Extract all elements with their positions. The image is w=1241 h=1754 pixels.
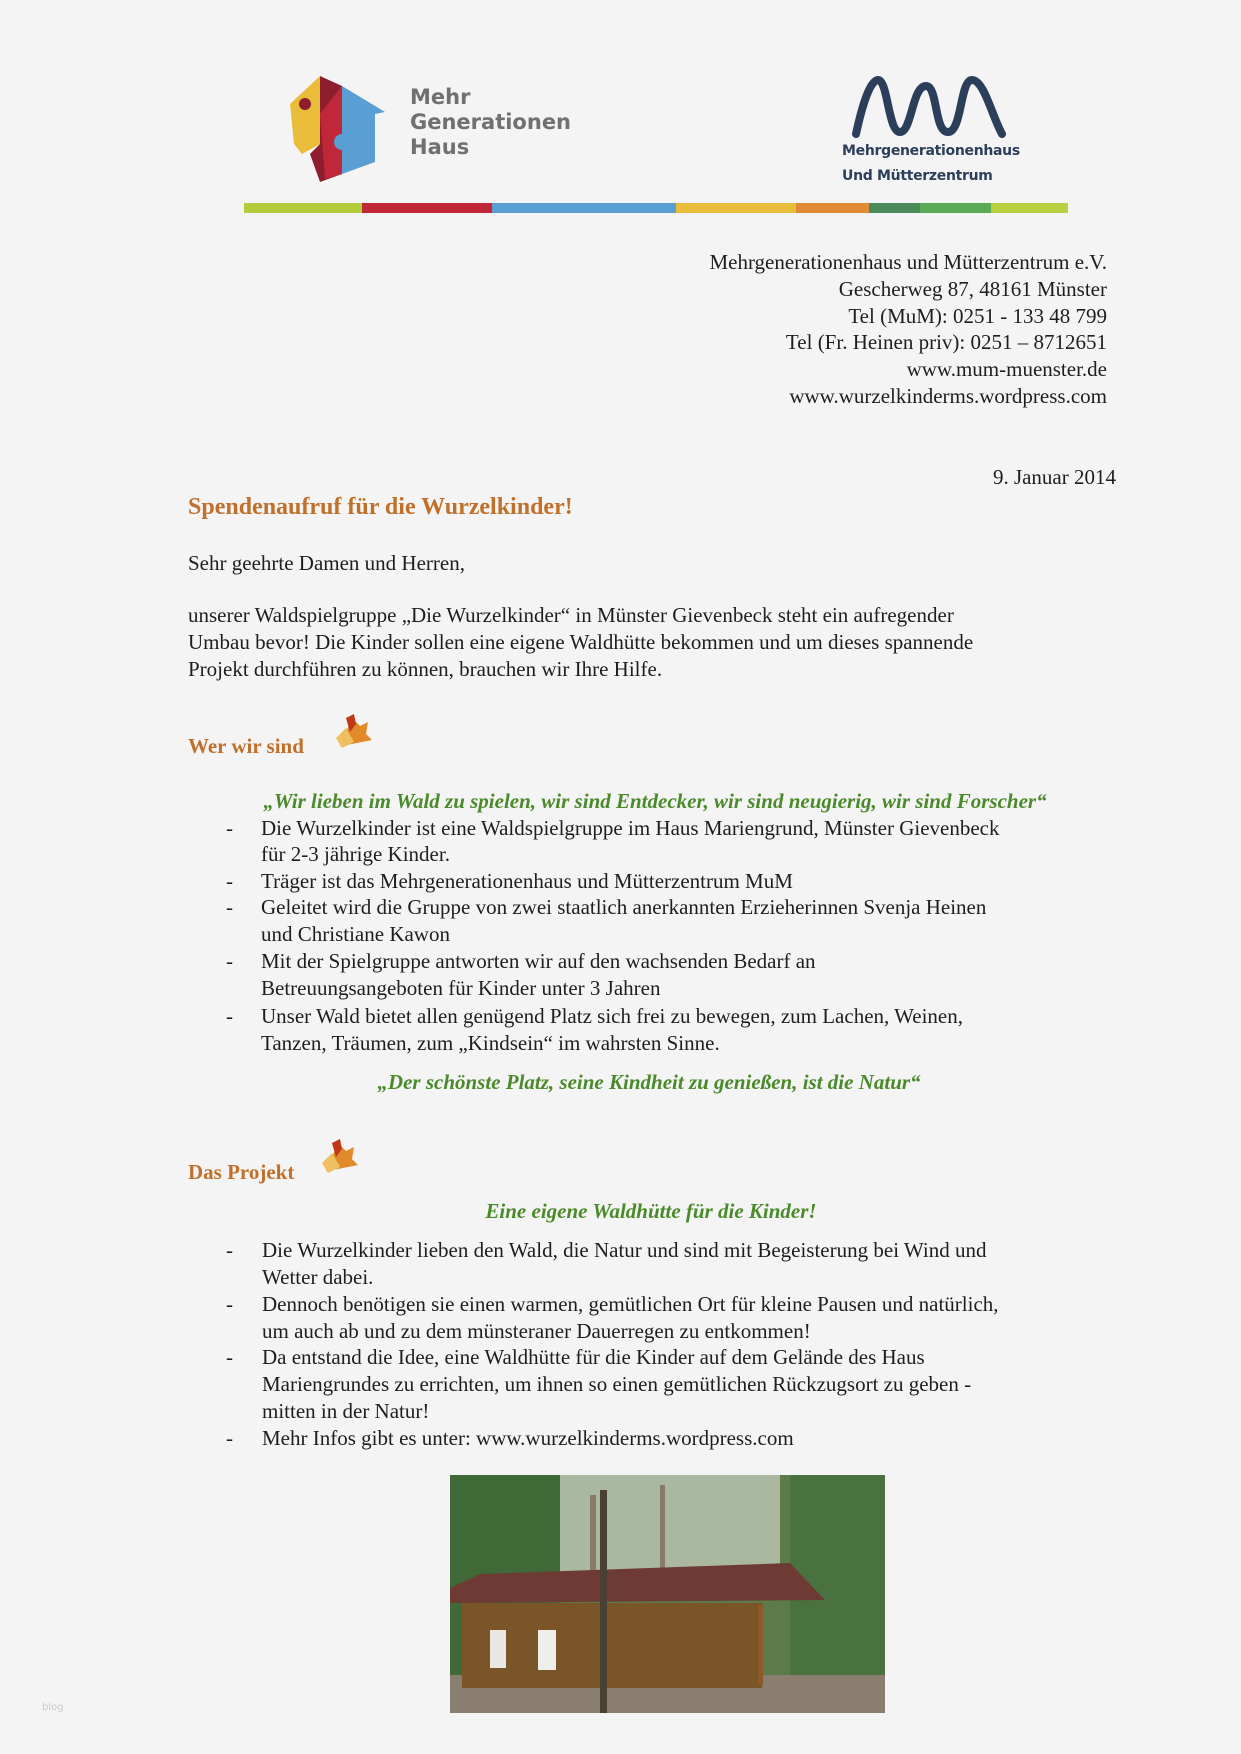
forest-hut-photo <box>450 1475 885 1713</box>
stripe-segment <box>869 203 920 213</box>
house-puzzle-icon <box>280 74 390 182</box>
stripe-segment <box>244 203 362 213</box>
watermark: blog <box>42 1702 64 1713</box>
list-item: für 2-3 jährige Kinder. <box>261 842 450 866</box>
bullet: - <box>226 1292 233 1316</box>
stripe-segment <box>676 203 796 213</box>
address-line: Tel (Fr. Heinen priv): 0251 – 8712651 <box>785 330 1107 354</box>
list-item: um auch ab und zu dem münsteraner Dauerregen zu entkommen! <box>262 1319 811 1343</box>
bullet: - <box>226 895 233 919</box>
mum-logo-line: Und Mütterzentrum <box>842 168 993 184</box>
address-line: Gescherweg 87, 48161 Münster <box>838 277 1107 301</box>
list-item: und Christiane Kawon <box>261 922 450 946</box>
list-item: Dennoch benötigen sie einen warmen, gemütlichen Ort für kleine Pausen und natürlich, <box>262 1292 999 1316</box>
intro-line: Projekt durchführen zu können, brauchen wir Ihre Hilfe. <box>188 657 663 681</box>
mgh-logo <box>280 74 390 182</box>
mum-logo-text <box>842 139 1020 189</box>
stripe-segment <box>362 203 492 213</box>
stripe-segment <box>991 203 1068 213</box>
mgh-logo-line: Generationen <box>410 110 572 134</box>
list-item: Unser Wald bietet allen genügend Platz sich frei zu bewegen, zum Lachen, Weinen, <box>261 1004 964 1028</box>
website-link[interactable]: www.wurzelkinderms.wordpress.com <box>789 384 1107 408</box>
stripe-segment <box>796 203 869 213</box>
bullet: - <box>226 1345 233 1369</box>
website-link[interactable]: www.mum-muenster.de <box>906 357 1107 381</box>
section-heading-das-projekt: Das Projekt <box>188 1160 295 1184</box>
mum-logo-line: Mehrgenerationenhaus <box>842 143 1020 159</box>
list-item: Betreuungsangeboten für Kinder unter 3 Jahren <box>261 976 661 1000</box>
intro-line: unserer Waldspielgruppe „Die Wurzelkinder“ in Münster Gievenbeck steht ein aufregender <box>188 603 954 627</box>
bullet: - <box>226 1238 233 1262</box>
bullet: - <box>226 869 233 893</box>
list-item: Träger ist das Mehrgenerationenhaus und Mütterzentrum MuM <box>261 869 793 893</box>
list-item: Mit der Spielgruppe antworten wir auf den wachsenden Bedarf an <box>261 949 816 973</box>
mum-logo <box>852 76 1008 143</box>
autumn-leaf-icon <box>332 712 374 750</box>
address-line: Mehrgenerationenhaus und Mütterzentrum e.V. <box>709 250 1107 274</box>
mgh-logo-line: Haus <box>410 135 470 159</box>
stripe-segment <box>492 203 676 213</box>
list-item: Mariengrundes zu errichten, um ihnen so einen gemütlichen Rückzugsort zu geben - <box>262 1372 972 1396</box>
bullet: - <box>226 1426 233 1450</box>
mgh-logo-line: Mehr <box>410 85 471 109</box>
page-title: Spendenaufruf für die Wurzelkinder! <box>188 494 573 520</box>
list-item: Tanzen, Träumen, zum „Kindsein“ im wahrsten Sinne. <box>261 1031 720 1055</box>
list-item: Geleitet wird die Gruppe von zwei staatlich anerkannten Erzieherinnen Svenja Heinen <box>261 895 987 919</box>
address-line: Tel (MuM): 0251 - 133 48 799 <box>848 304 1107 328</box>
list-item: Wetter dabei. <box>262 1265 374 1289</box>
mum-logo-mark <box>852 76 1008 138</box>
date: 9. Januar 2014 <box>992 465 1116 489</box>
closing-quote: „Der schönste Platz, seine Kindheit zu genießen, ist die Natur“ <box>377 1070 921 1094</box>
stripe-segment <box>920 203 991 213</box>
bullet: - <box>226 1004 233 1028</box>
bullet: - <box>226 949 233 973</box>
quote: „Wir lieben im Wald zu spielen, wir sind Entdecker, wir sind neugierig, wir sind Forscher“ <box>263 789 1047 813</box>
intro-line: Umbau bevor! Die Kinder sollen eine eigene Waldhütte bekommen und um dieses spannende <box>188 630 974 654</box>
list-item: Die Wurzelkinder ist eine Waldspielgruppe im Haus Mariengrund, Münster Gievenbeck <box>261 816 1000 840</box>
mgh-logo-text <box>410 85 571 160</box>
autumn-leaf-icon <box>318 1137 360 1175</box>
list-item: Die Wurzelkinder lieben den Wald, die Natur und sind mit Begeisterung bei Wind und <box>262 1238 987 1262</box>
list-item: Da entstand die Idee, eine Waldhütte für die Kinder auf dem Gelände des Haus <box>262 1345 925 1369</box>
bullet: - <box>226 816 233 840</box>
list-item: Mehr Infos gibt es unter: www.wurzelkinderms.wordpress.com <box>262 1426 794 1450</box>
subheading: Eine eigene Waldhütte für die Kinder! <box>485 1199 817 1223</box>
section-heading-wer-wir-sind: Wer wir sind <box>188 734 304 758</box>
salutation: Sehr geehrte Damen und Herren, <box>188 551 465 575</box>
list-item: mitten in der Natur! <box>262 1399 430 1423</box>
